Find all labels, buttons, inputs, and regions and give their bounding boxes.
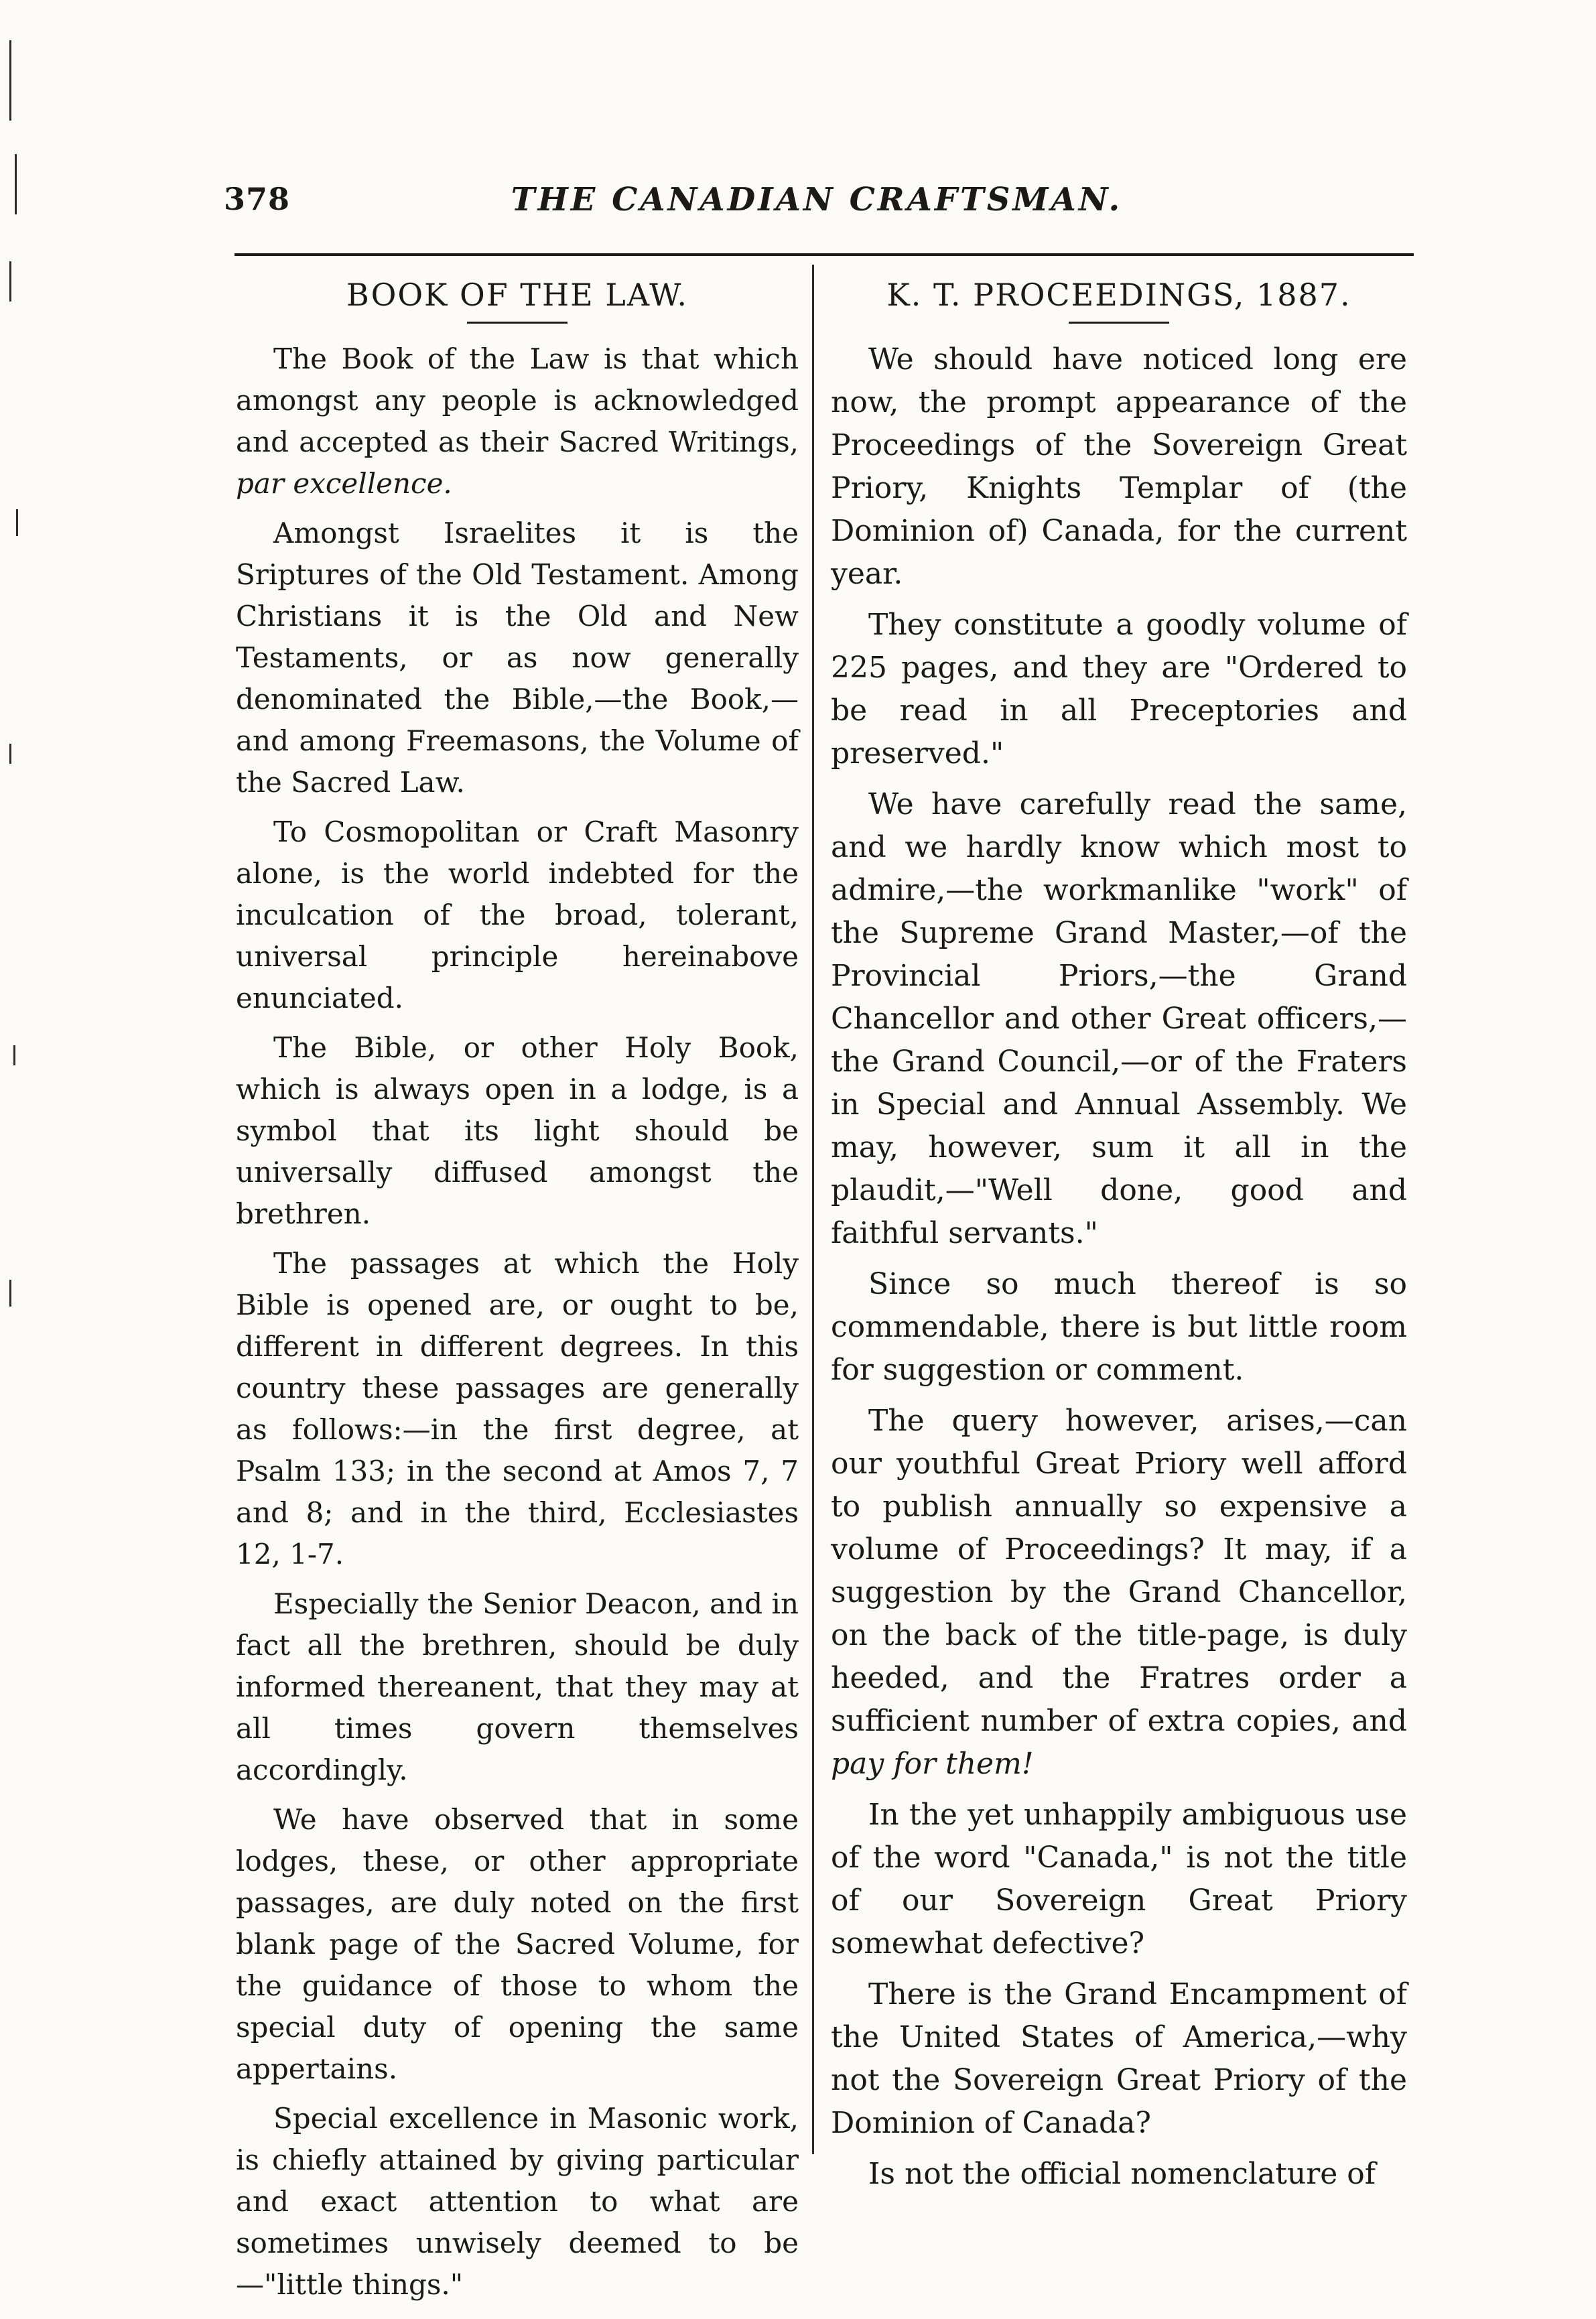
column-divider: [812, 265, 814, 2154]
paragraph: Special excellence in Masonic work, is chiefly attained by giving particular and exact attention to what are sometimes unwisely deemed to be—"little things.": [236, 2102, 799, 2301]
left-article-title: BOOK OF THE LAW.: [346, 277, 689, 313]
title-rule: [1069, 322, 1169, 324]
paragraph: They constitute a goodly volume of 225 pages, and they are "Ordered to be read in all Preceptories and preserved.": [831, 608, 1407, 771]
right-article-title: K. T. PROCEEDINGS, 1887.: [886, 277, 1351, 313]
page-number: 378: [224, 181, 291, 217]
running-header: [224, 181, 1410, 241]
paragraph: There is the Grand Encampment of the United States of America,—why not the Sovereign Great Priory of the Dominion of Canada?: [831, 1977, 1407, 2140]
paragraph: The passages at which the Holy Bible is opened are, or ought to be, different in different degrees. In this country these passages are generally as follows:—in the first degree, at Psalm 133; in the second at Amos 7, 7 and 8; and in the third, Ecclesiastes 12, 1-7.: [236, 1247, 799, 1571]
paragraph: In the yet unhappily ambiguous use of the word "Canada," is not the title of our Sovereign Great Priory somewhat defective?: [831, 1798, 1407, 1961]
publication-title: THE CANADIAN CRAFTSMAN.: [511, 181, 1123, 218]
header-rule: [235, 253, 1414, 256]
binding-edge-marks: [9, 40, 29, 1447]
paragraph: The Book of the Law is that which amongst any people is acknowledged and accepted as their Sacred Writings, par excellence.: [236, 342, 799, 500]
paragraph: We have carefully read the same, and we hardly know which most to admire,—the workmanlike "work" of the Supreme Grand Master,—of the Provincial Priors,—the Grand Chancellor and other Great officers,—the Grand Council,—or of the Fraters in Special and Annual Assembly. We may, however, sum it all in the plaudit,—"Well done, good and faithful servants.": [831, 787, 1407, 1250]
title-rule: [467, 322, 568, 324]
paragraph: The query however, arises,—can our youthful Great Priory well afford to publish annually so expensive a volume of Proceedings? It may, if a suggestion by the Grand Chancellor, on the back of the title-page, is duly heeded, and the Fratres order a sufficient number of extra copies, and pay for them!: [831, 1404, 1407, 1781]
paragraph: The Bible, or other Holy Book, which is always open in a lodge, is a symbol that its light should be universally diffused amongst the brethren.: [236, 1031, 799, 1230]
paragraph: Especially the Senior Deacon, and in fact all the brethren, should be duly informed thereanent, that they may at all times govern themselves accordingly.: [236, 1587, 799, 1786]
paragraph: To Cosmopolitan or Craft Masonry alone, is the world indebted for the inculcation of the broad, tolerant, universal principle hereinabove enunciated.: [236, 815, 799, 1014]
right-column: [831, 275, 1407, 2204]
paragraph: We have observed that in some lodges, these, or other appropriate passages, are duly noted on the first blank page of the Sacred Volume, for the guidance of those to whom the special duty of opening the same appertains.: [236, 1803, 799, 2085]
paragraph: Since so much thereof is so commendable, there is but little room for suggestion or comment.: [831, 1267, 1407, 1387]
left-column: [236, 275, 799, 2314]
paragraph: Amongst Israelites it is the Sriptures of the Old Testament. Among Christians it is the Old and New Testaments, or as now generally denominated the Bible,—the Book,—and among Freemasons, the Volume of the Sacred Law.: [236, 517, 799, 799]
paragraph: Is not the official nomenclature of: [868, 2157, 1376, 2191]
paragraph: We should have noticed long ere now, the prompt appearance of the Proceedings of the Sovereign Great Priory, Knights Templar of (the Dominion of) Canada, for the current year.: [831, 342, 1407, 591]
